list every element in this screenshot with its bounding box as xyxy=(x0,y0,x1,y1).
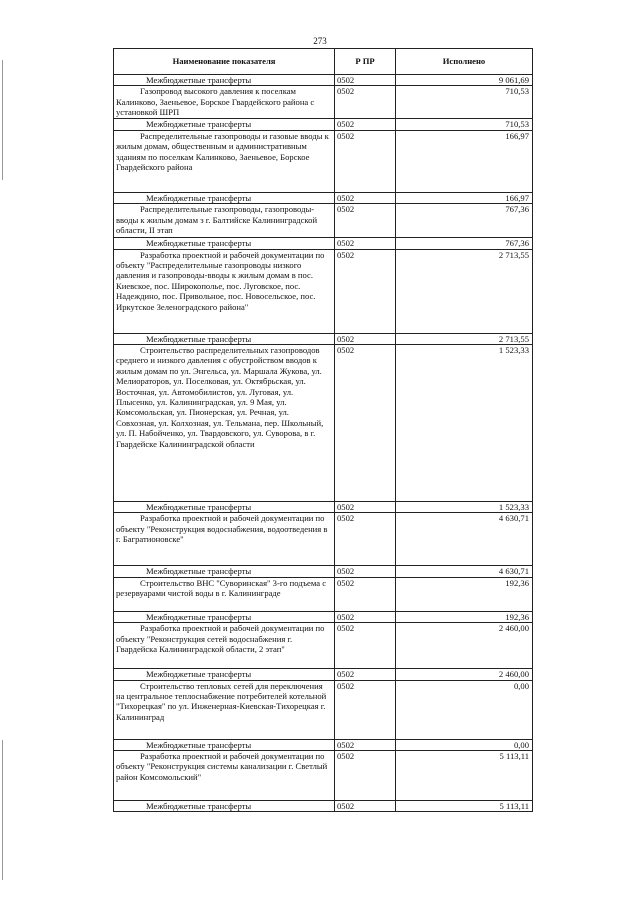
row-value-cell: 166,97 xyxy=(396,192,533,203)
row-name-cell: Межбюджетные трансферты xyxy=(114,566,335,577)
table-row-transfer xyxy=(114,238,533,249)
table-row-transfer xyxy=(114,801,533,812)
table-row-item xyxy=(114,249,533,333)
row-code-cell: 0502 xyxy=(335,502,396,513)
row-name-cell: Межбюджетные трансферты xyxy=(114,611,335,622)
row-value-cell: 5 113,11 xyxy=(396,751,533,801)
row-value-cell: 192,36 xyxy=(396,611,533,622)
row-name-cell: Межбюджетные трансферты xyxy=(114,801,335,812)
row-value-cell: 2 460,00 xyxy=(396,623,533,669)
row-name-cell: Газопровод высокого давления к поселкам Калинково, Заеньевое, Борское Гвардейского района с установкой ШРП xyxy=(114,86,335,119)
scan-margin-mark xyxy=(2,740,3,880)
table-row-item xyxy=(114,345,533,502)
row-value-cell: 166,97 xyxy=(396,130,533,192)
table-row-item xyxy=(114,577,533,611)
page-number: 273 xyxy=(313,36,327,46)
table-row-transfer xyxy=(114,611,533,622)
row-code-cell: 0502 xyxy=(335,623,396,669)
table-row-transfer xyxy=(114,502,533,513)
row-value-cell: 192,36 xyxy=(396,577,533,611)
row-value-cell: 1 523,33 xyxy=(396,502,533,513)
row-value-cell: 710,53 xyxy=(396,119,533,130)
row-code-cell: 0502 xyxy=(335,86,396,119)
row-value-cell: 2 460,00 xyxy=(396,669,533,680)
row-name-cell: Строительство ВНС "Суворинская" 3-го подъема с резервуарами чистой воды в г. Калининграде xyxy=(114,577,335,611)
row-name-cell: Межбюджетные трансферты xyxy=(114,192,335,203)
header-section-code: Р ПР xyxy=(335,49,396,75)
table-row-transfer xyxy=(114,333,533,344)
row-code-cell: 0502 xyxy=(335,751,396,801)
header-executed: Исполнено xyxy=(396,49,533,75)
row-code-cell: 0502 xyxy=(335,204,396,238)
row-code-cell: 0502 xyxy=(335,566,396,577)
row-code-cell: 0502 xyxy=(335,577,396,611)
row-name-cell: Разработка проектной и рабочей документации по объекту "Реконструкция водоснабжения, водоотведения в г. Багратионовске" xyxy=(114,513,335,566)
table-row-item xyxy=(114,680,533,739)
table-row-item xyxy=(114,86,533,119)
row-value-cell: 4 630,71 xyxy=(396,513,533,566)
row-code-cell: 0502 xyxy=(335,345,396,502)
row-code-cell: 0502 xyxy=(335,130,396,192)
table-row-item xyxy=(114,751,533,801)
row-name-cell: Распределительные газопроводы, газопроводы-вводы к жилым домам з г. Балтийске Калининградской области, II этап xyxy=(114,204,335,238)
row-value-cell: 2 713,55 xyxy=(396,249,533,333)
row-value-cell: 1 523,33 xyxy=(396,345,533,502)
table-row-transfer xyxy=(114,739,533,750)
row-name-cell: Межбюджетные трансферты xyxy=(114,739,335,750)
row-code-cell: 0502 xyxy=(335,611,396,622)
row-code-cell: 0502 xyxy=(335,801,396,812)
row-code-cell: 0502 xyxy=(335,238,396,249)
scan-margin-mark xyxy=(2,60,3,180)
row-value-cell: 0,00 xyxy=(396,739,533,750)
row-code-cell: 0502 xyxy=(335,669,396,680)
row-code-cell: 0502 xyxy=(335,680,396,739)
row-name-cell: Строительство тепловых сетей для переключения на центральное теплоснабжение потребителей котельной "Тихорецкая" по ул. Инженерная-Киевская-Тихорецкая г. Калининград xyxy=(114,680,335,739)
table-body xyxy=(114,75,533,812)
row-name-cell: Распределительные газопроводы и газовые вводы к жилым домам, общественным и административным зданиям по поселкам Калинково, Заеньевое, Борское Гвардейского района xyxy=(114,130,335,192)
table-row-transfer xyxy=(114,119,533,130)
table-row-transfer xyxy=(114,669,533,680)
row-name-cell: Межбюджетные трансферты xyxy=(114,333,335,344)
row-name-cell: Межбюджетные трансферты xyxy=(114,502,335,513)
row-name-cell: Разработка проектной и рабочей документации по объекту "Реконструкция системы канализации г. Светлый район Комсомольский" xyxy=(114,751,335,801)
row-value-cell: 767,36 xyxy=(396,238,533,249)
table-row-item xyxy=(114,130,533,192)
budget-table xyxy=(113,48,533,812)
table-row-transfer xyxy=(114,566,533,577)
row-code-cell: 0502 xyxy=(335,739,396,750)
row-value-cell: 2 713,55 xyxy=(396,333,533,344)
table-row-item xyxy=(114,513,533,566)
header-indicator-name: Наименование показателя xyxy=(114,49,335,75)
row-name-cell: Межбюджетные трансферты xyxy=(114,119,335,130)
row-name-cell: Межбюджетные трансферты xyxy=(114,75,335,86)
row-code-cell: 0502 xyxy=(335,75,396,86)
row-value-cell: 710,53 xyxy=(396,86,533,119)
table-row-item xyxy=(114,623,533,669)
row-value-cell: 9 061,69 xyxy=(396,75,533,86)
row-value-cell: 5 113,11 xyxy=(396,801,533,812)
table-row-item xyxy=(114,204,533,238)
row-name-cell: Разработка проектной и рабочей документации по объекту "Реконструкция сетей водоснабжения г. Гвардейска Калининградской области, 2 этап" xyxy=(114,623,335,669)
row-value-cell: 4 630,71 xyxy=(396,566,533,577)
row-name-cell: Межбюджетные трансферты xyxy=(114,238,335,249)
row-code-cell: 0502 xyxy=(335,192,396,203)
row-value-cell: 767,36 xyxy=(396,204,533,238)
table-row-transfer xyxy=(114,192,533,203)
row-name-cell: Разработка проектной и рабочей документации по объекту "Распределительные газопроводы низкого давления и газопроводы-вводы к жилым домам в пос. Киевское, пос. Широкополье, пос. Луговское, пос. Надеждино, пос. Привольное, пос. Новосельское, пос. Иркутское Зеленоградского района" xyxy=(114,249,335,333)
row-value-cell: 0,00 xyxy=(396,680,533,739)
table-row-transfer xyxy=(114,75,533,86)
row-code-cell: 0502 xyxy=(335,513,396,566)
row-code-cell: 0502 xyxy=(335,119,396,130)
row-code-cell: 0502 xyxy=(335,249,396,333)
row-code-cell: 0502 xyxy=(335,333,396,344)
row-name-cell: Строительство распределительных газопроводов среднего и низкого давления с обустройством вводов к жилым домам по ул. Энгельса, ул. Маршала Жукова, ул. Мелиораторов, ул. Поселковая, ул. Октябрьская, ул. Восточная, ул. Автомобилистов, ул. Луговая, ул. Плысенко, ул. Калининградская, ул. 9 Мая, ул. Комсомольская, ул. Пионерская, ул. Речная, ул. Совхозная, ул. Колхозная, ул. Тельмана, пер. Школьный, ул. П. Набойченко, ул. Твардовского, ул. Суворова, в г. Гвардейске Калининградской области xyxy=(114,345,335,502)
table-header-row xyxy=(114,49,533,75)
row-name-cell: Межбюджетные трансферты xyxy=(114,669,335,680)
